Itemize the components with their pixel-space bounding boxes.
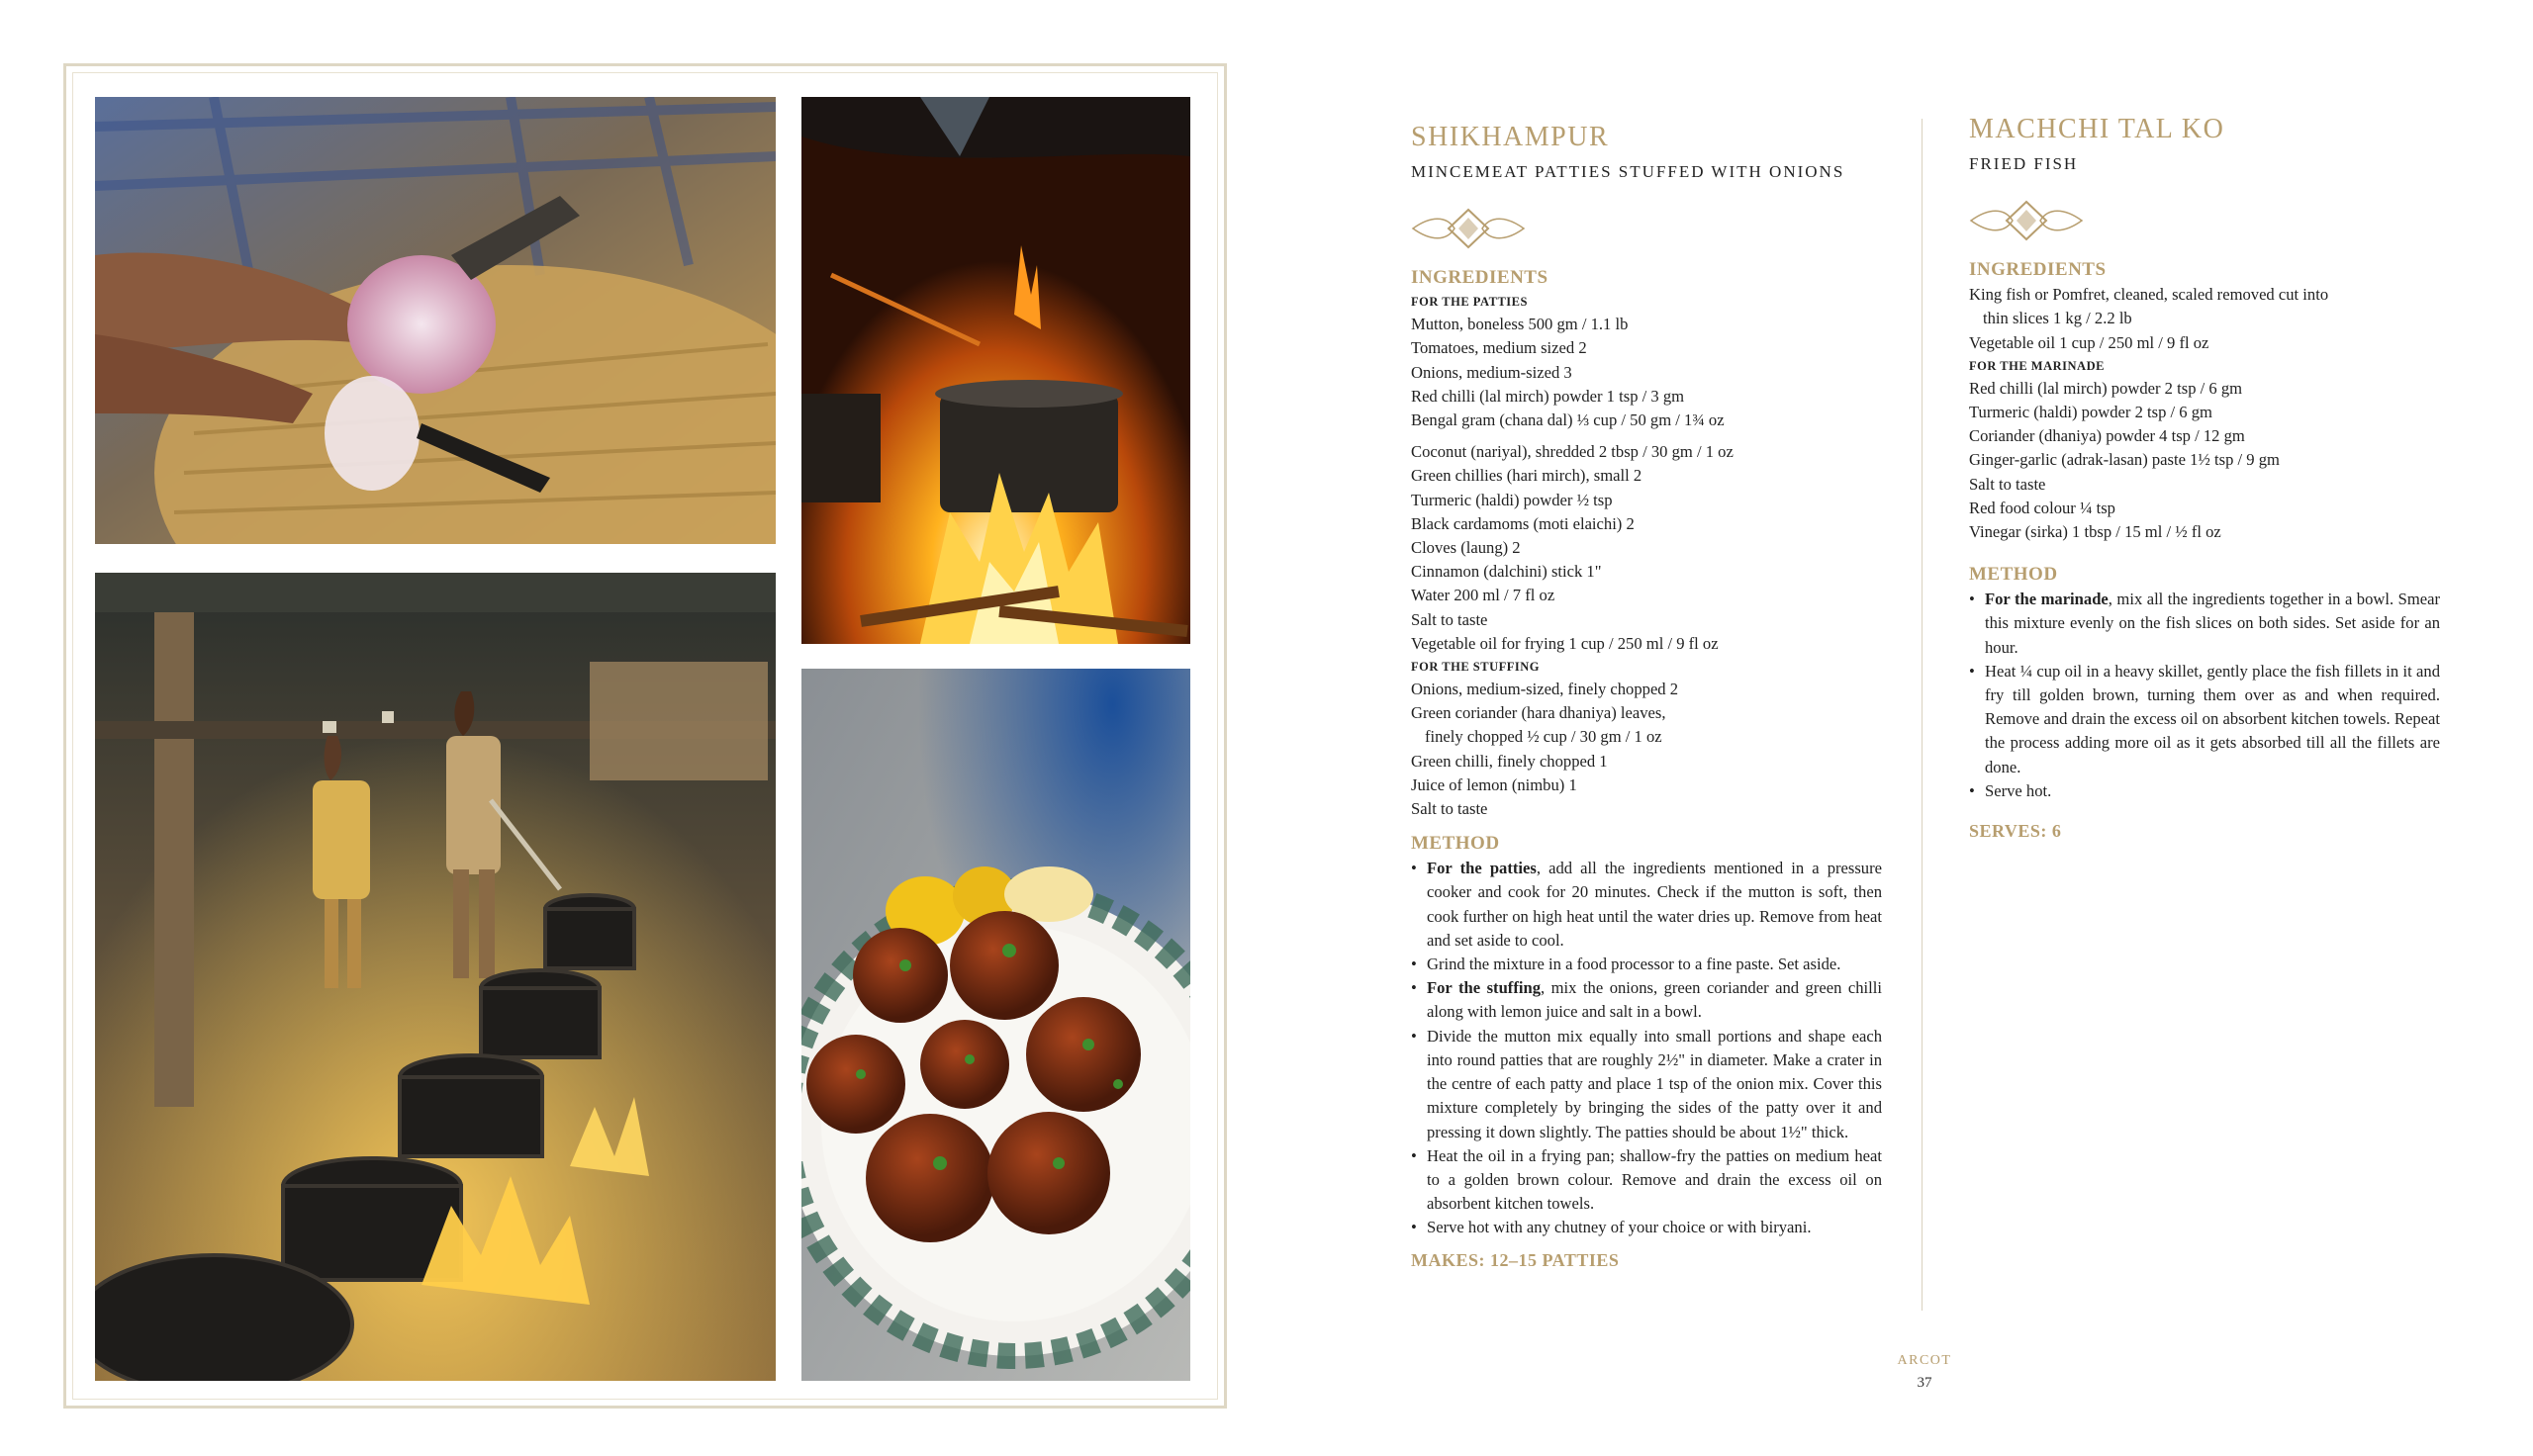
recipe-machchi-tal-ko (1969, 113, 2440, 843)
ingredient-line: Ginger-garlic (adrak-lasan) paste 1½ tsp / 9 gm (1969, 450, 2280, 470)
recipe-subtitle: FRIED FISH (1969, 154, 2079, 173)
recipe-shikhampur (1411, 121, 1882, 1272)
ingredient-line: Green coriander (hara dhaniya) leaves, (1411, 703, 1666, 723)
ingredient-line: Coconut (nariyal), shredded 2 tbsp / 30 gm / 1 oz (1411, 442, 1734, 462)
ingredient-line: finely chopped ½ cup / 30 gm / 1 oz (1425, 727, 1662, 747)
ingredient-line: Juice of lemon (nimbu) 1 (1411, 774, 1577, 794)
patties-subheading: FOR THE PATTIES (1411, 295, 1528, 310)
onion-cutting-photo (95, 97, 776, 544)
recipe-subtitle: MINCEMEAT PATTIES STUFFED WITH ONIONS (1411, 162, 1845, 181)
method-step: • For the stuffing, mix the onions, green coriander and green chilli along with lemon juice and salt in a bowl. (1411, 976, 1882, 1024)
ingredient-line: Onions, medium-sized, finely chopped 2 (1411, 680, 1679, 699)
method-step: • Divide the mutton mix equally into small portions and shape each into round patties that are roughly 2½" in diameter. Make a crater in the centre of each patty and place 1 tsp of the onion mix. Cover this mixture completely by bringing the sides of the patty over it and pressing it down slightly. The patties should be about 1½" thick. (1411, 1025, 1882, 1144)
ingredient-line: Water 200 ml / 7 fl oz (1411, 586, 1555, 605)
recipe-title: MACHCHI TAL KO (1969, 114, 2225, 144)
ingredient-line: Cinnamon (dalchini) stick 1" (1411, 562, 1602, 582)
method-step: • For the marinade, mix all the ingredients together in a bowl. Smear this mixture evenly on the fish slices on both sides. Set aside for an hour. (1969, 588, 2440, 660)
yield-label: MAKES: 12–15 PATTIES (1411, 1249, 1620, 1270)
ingredient-line: Mutton, boneless 500 gm / 1.1 lb (1411, 315, 1629, 334)
method-step: • Heat ¼ cup oil in a heavy skillet, gently place the fish fillets in it and fry till golden brown, turning them over as and when required. Remove and drain the excess oil on absorbent kitchen towels. Repeat the process adding more oil as it gets absorbed till all the fillets are done. (1969, 660, 2440, 779)
ingredient-line: Black cardamoms (moti elaichi) 2 (1411, 513, 1635, 533)
ingredient-line: Tomatoes, medium sized 2 (1411, 338, 1587, 358)
yield-label: SERVES: 6 (1969, 821, 2062, 842)
method-list (1969, 588, 2440, 803)
ingredient-line: Salt to taste (1969, 474, 2046, 494)
ingredient-line: Salt to taste (1411, 609, 1488, 629)
method-step: • For the patties, add all the ingredients mentioned in a pressure cooker and cook for 20 minutes. Check if the mutton is soft, then cook further on high heat until the water dries up. Remove from heat and set aside to cool. (1411, 857, 1882, 953)
ingredient-line: Salt to taste (1411, 799, 1488, 819)
outdoor-cooks-photo (95, 573, 776, 1381)
method-step: • Serve hot. (1969, 779, 2440, 803)
method-step: • Serve hot with any chutney of your choice or with biryani. (1411, 1216, 1882, 1239)
ingredient-line: Vegetable oil 1 cup / 250 ml / 9 fl oz (1969, 332, 2209, 352)
page-number: 37 (1917, 1375, 1932, 1391)
marinade-subheading: FOR THE MARINADE (1969, 358, 2105, 373)
ingredient-line: Vinegar (sirka) 1 tbsp / 15 ml / ½ fl oz (1969, 522, 2221, 542)
method-heading: METHOD (1411, 833, 1500, 855)
ornament-divider-icon (1969, 198, 2084, 243)
ingredient-line: Turmeric (haldi) powder 2 tsp / 6 gm (1969, 403, 2212, 422)
ingredient-line: Cloves (laung) 2 (1411, 538, 1521, 558)
ingredient-line: Onions, medium-sized 3 (1411, 362, 1572, 382)
ingredients-heading: INGREDIENTS (1969, 259, 2107, 281)
ingredient-line: Coriander (dhaniya) powder 4 tsp / 12 gm (1969, 426, 2245, 446)
method-step: • Grind the mixture in a food processor to a fine paste. Set aside. (1411, 953, 1882, 976)
stuffing-subheading: FOR THE STUFFING (1411, 660, 1541, 675)
ingredient-line: Green chilli, finely chopped 1 (1411, 751, 1608, 771)
column-divider (1922, 119, 1923, 1311)
shikhampur-plate-photo (801, 669, 1190, 1381)
ingredient-line: Bengal gram (chana dal) ⅓ cup / 50 gm / 1¾ oz (1411, 410, 1725, 430)
ornament-divider-icon (1411, 206, 1526, 251)
chapter-label: ARCOT (1897, 1353, 1952, 1368)
method-list (1411, 857, 1882, 1239)
recipe-title: SHIKHAMPUR (1411, 122, 1610, 152)
ingredient-line: Turmeric (haldi) powder ½ tsp (1411, 490, 1613, 509)
method-heading: METHOD (1969, 564, 2058, 586)
ingredient-line: thin slices 1 kg / 2.2 lb (1983, 309, 2132, 328)
ingredient-line: Green chillies (hari mirch), small 2 (1411, 466, 1642, 486)
ingredients-heading: INGREDIENTS (1411, 267, 1548, 289)
ingredient-line: Red food colour ¼ tsp (1969, 498, 2115, 517)
page-footer (1880, 1353, 1969, 1392)
cooking-fire-photo (801, 97, 1190, 644)
ingredient-line: Red chilli (lal mirch) powder 2 tsp / 6 gm (1969, 378, 2243, 398)
ingredient-line: Vegetable oil for frying 1 cup / 250 ml / 9 fl oz (1411, 633, 1719, 653)
ingredient-line: Red chilli (lal mirch) powder 1 tsp / 3 gm (1411, 386, 1685, 406)
method-step: • Heat the oil in a frying pan; shallow-fry the patties on medium heat to a golden brown colour. Remove and drain the excess oil on absorbent kitchen towels. (1411, 1144, 1882, 1217)
ingredient-line: King fish or Pomfret, cleaned, scaled removed cut into (1969, 285, 2329, 305)
